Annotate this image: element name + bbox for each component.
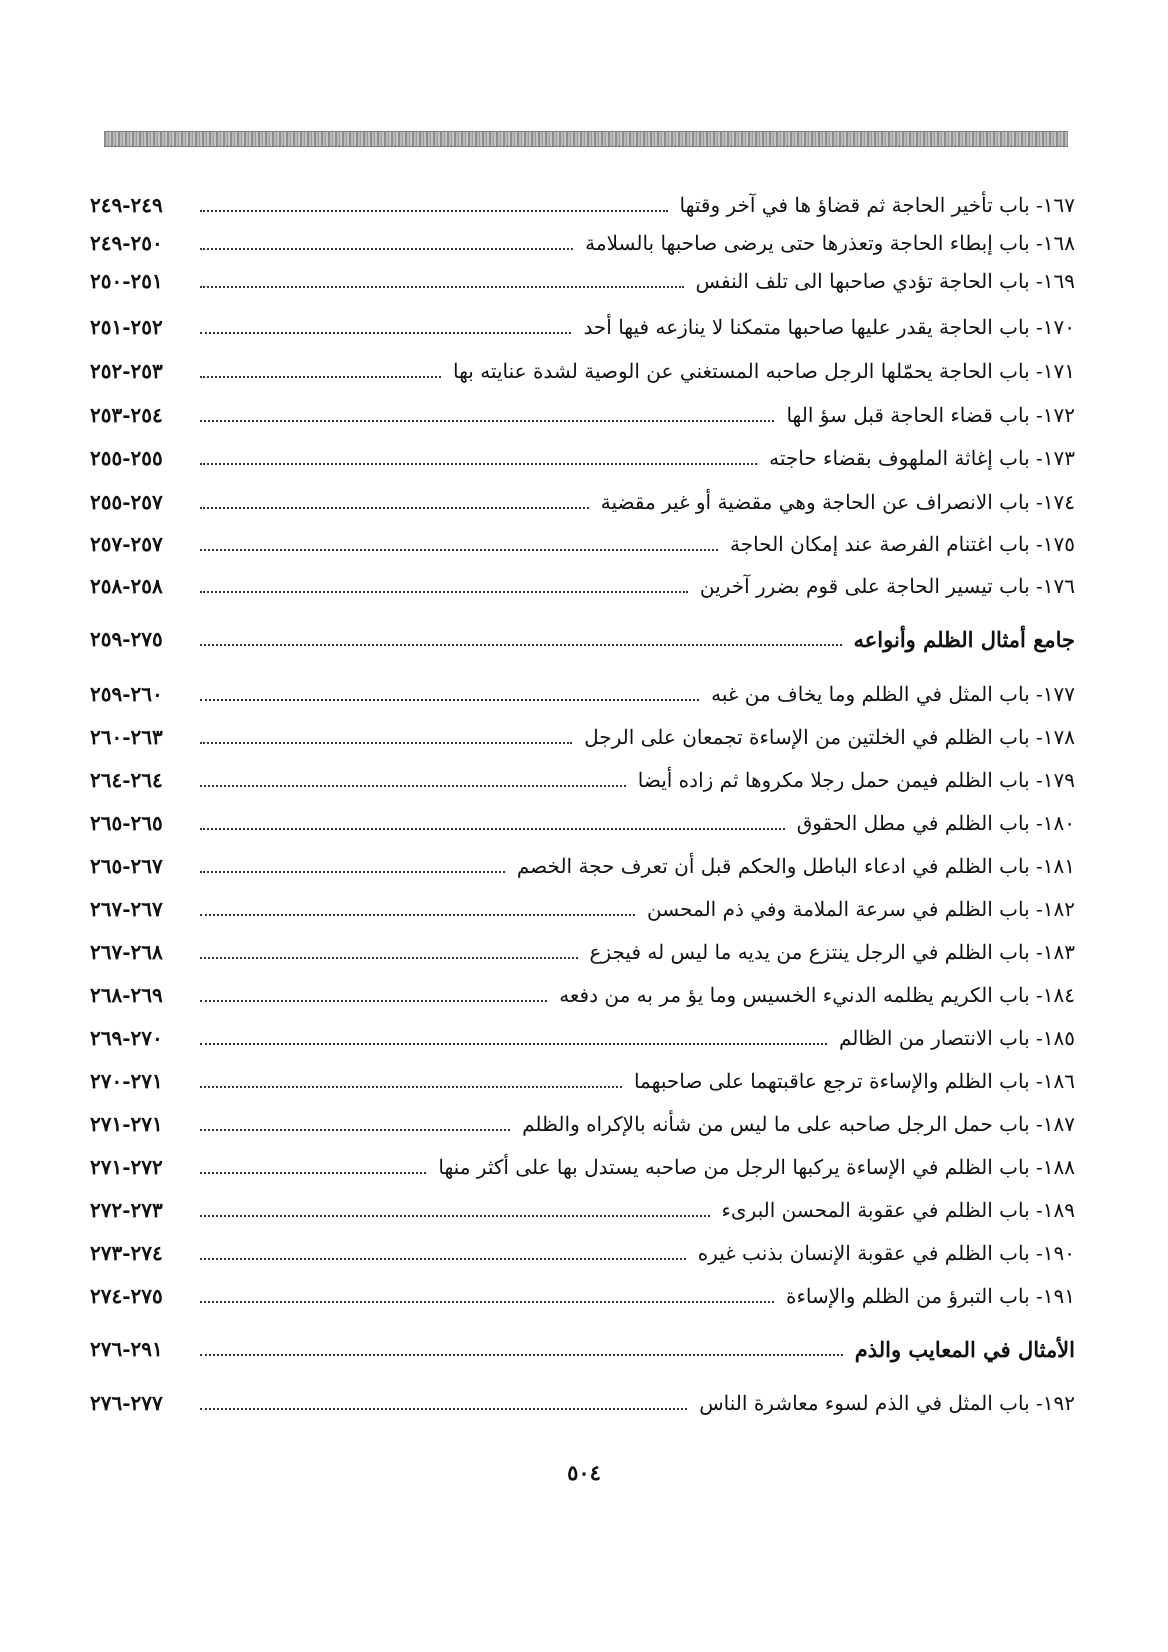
toc-entry [90,719,1075,755]
toc-pages: ٢٦٤-٢٦٤ [90,768,163,792]
dot-leader [200,549,718,551]
toc-pages: ٢٦٧-٢٦٥ [90,854,163,878]
dot-leader [200,286,684,288]
toc-pages: ٢٧٥-٢٧٤ [90,1284,163,1308]
toc-pages: ٢٧١-٢٧١ [90,1112,163,1136]
toc-title: ١٧١- باب الحاجة يحمّلها الرجل صاحبه المستغني عن الوصية لشدة عنايته بها [452,359,1075,383]
toc-title: ١٨١- باب الظلم في ادعاء الباطل والحكم قبل أن تعرف حجة الخصم [516,854,1075,878]
toc-entry [90,309,1075,345]
toc-entry [90,225,1075,261]
dot-leader [200,914,635,916]
toc-entry [90,1063,1075,1099]
toc-pages: ٢٦٧-٢٦٧ [90,897,163,921]
toc-title: ١٦٨- باب إبطاء الحاجة وتعذرها حتى يرضى صاحبها بالسلامة [585,231,1075,255]
toc-entry [90,397,1075,433]
toc-pages: ٢٦٨-٢٦٧ [90,940,163,964]
toc-entry [90,1149,1075,1185]
toc-entry [90,484,1075,520]
toc-title: ١٨٠- باب الظلم في مطل الحقوق [796,811,1075,835]
toc-title: ١٧٥- باب اغتنام الفرصة عند إمكان الحاجة [730,532,1075,556]
dot-leader [200,828,785,830]
toc-title: ١٨٩- باب الظلم في عقوبة المحسن البرىء [721,1198,1075,1222]
toc-pages: ٢٥٨-٢٥٨ [90,574,163,598]
toc-entry [90,568,1075,604]
dot-leader [200,420,774,422]
toc-title: ١٩١- باب التبرؤ من الظلم والإساءة [786,1284,1075,1308]
dot-leader [200,1086,622,1088]
toc-entry [90,805,1075,841]
toc-pages: ٢٥٤-٢٥٣ [90,403,163,427]
toc-pages: ٢٧٧-٢٧٦ [90,1391,163,1415]
toc-title: ١٧٧- باب المثل في الظلم وما يخاف من غبه [711,682,1075,706]
toc-title: ١٨٢- باب الظلم في سرعة الملامة وفي ذم المحسن [647,897,1075,921]
dot-leader [200,785,626,787]
dot-leader [200,644,842,646]
toc-pages: ٢٦٥-٢٦٥ [90,811,163,835]
toc-title: ١٩٠- باب الظلم في عقوبة الإنسان بذنب غيره [697,1241,1075,1265]
toc-pages: ٢٧٠-٢٦٩ [90,1026,163,1050]
dot-leader [200,376,441,378]
toc-title: ١٦٩- باب الحاجة تؤدي صاحبها الى تلف النفس [695,269,1075,293]
dot-leader [200,210,668,212]
toc-section-heading [90,1331,1075,1367]
toc-pages: ٢٧٢-٢٧١ [90,1155,163,1179]
toc-entry [90,762,1075,798]
toc-title: ١٨٣- باب الظلم في الرجل ينتزع من يديه ما ليس له فيجزع [589,940,1075,964]
dot-leader [200,1258,686,1260]
toc-entry [90,263,1075,299]
toc-entry [90,440,1075,476]
toc-entry [90,891,1075,927]
dot-leader [200,1215,710,1217]
dot-leader [200,1000,547,1002]
toc-entry [90,977,1075,1013]
dot-leader [200,1043,827,1045]
dot-leader [200,699,699,701]
toc-pages: ٢٥١-٢٥٠ [90,269,163,293]
toc-title: ١٨٥- باب الانتصار من الظالم [838,1026,1075,1050]
toc-pages: ٢٩١-٢٧٦ [90,1337,163,1361]
toc-title: ١٧٢- باب قضاء الحاجة قبل سؤ الها [786,403,1075,427]
toc-title: ١٧٦- باب تيسير الحاجة على قوم بضرر آخرين [699,574,1075,598]
toc-pages: ٢٥٣-٢٥٢ [90,359,163,383]
dot-leader [200,1408,687,1410]
dot-leader [200,871,505,873]
dot-leader [200,1129,510,1131]
toc-pages: ٢٧٥-٢٥٩ [90,627,163,651]
table-of-contents [90,0,1075,1652]
toc-entry [90,676,1075,712]
dot-leader [200,1354,843,1356]
toc-pages: ٢٦٠-٢٥٩ [90,682,163,706]
toc-title: ١٧٠- باب الحاجة يقدر عليها صاحبها متمكنا لا ينازعه فيها أحد [583,315,1075,339]
toc-pages: ٢٦٣-٢٦٠ [90,725,163,749]
toc-entry [90,526,1075,562]
toc-title: ١٧٤- باب الانصراف عن الحاجة وهي مقضية أو غير مقضية [600,490,1075,514]
toc-entry [90,1106,1075,1142]
toc-entry [90,1235,1075,1271]
toc-entry [90,1278,1075,1314]
toc-entry [90,353,1075,389]
dot-leader [200,248,573,250]
toc-entry [90,1385,1075,1421]
dot-leader [200,507,589,509]
toc-title: ١٧٨- باب الظلم في الخلتين من الإساءة تجمعان على الرجل [584,725,1075,749]
toc-pages: ٢٥٧-٢٥٧ [90,532,163,556]
toc-title: ١٨٧- باب حمل الرجل صاحبه على ما ليس من شأنه بالإكراه والظلم [522,1112,1075,1136]
toc-entry [90,187,1075,223]
toc-title: ١٩٢- باب المثل في الذم لسوء معاشرة الناس [699,1391,1075,1415]
toc-pages: ٢٥٢-٢٥١ [90,315,163,339]
toc-pages: ٢٤٩-٢٤٩ [90,193,163,217]
toc-section-heading [90,621,1075,657]
dot-leader [200,332,571,334]
toc-title: ١٧٣- باب إغاثة الملهوف بقضاء حاجته [769,446,1075,470]
page-number: ٥٠٤ [567,1460,601,1485]
dot-leader [200,742,572,744]
dot-leader [200,957,578,959]
toc-pages: ٢٦٩-٢٦٨ [90,983,163,1007]
dot-leader [200,1301,774,1303]
toc-entry [90,848,1075,884]
toc-pages: ٢٥٧-٢٥٥ [90,490,163,514]
section-title: جامع أمثال الظلم وأنواعه [853,626,1075,652]
toc-pages: ٢٧٤-٢٧٣ [90,1241,163,1265]
toc-title: ١٨٦- باب الظلم والإساءة ترجع عاقبتهما على صاحبهما [633,1069,1075,1093]
toc-title: ١٨٤- باب الكريم يظلمه الدنيء الخسيس وما يؤ مر به من دفعه [559,983,1075,1007]
toc-pages: ٢٥٠-٢٤٩ [90,231,163,255]
toc-pages: ٢٥٥-٢٥٥ [90,446,163,470]
toc-title: ١٧٩- باب الظلم فيمن حمل رجلا مكروها ثم زاده أيضا [637,768,1075,792]
dot-leader [200,1172,426,1174]
toc-title: ١٨٨- باب الظلم في الإساءة يركبها الرجل من صاحبه يستدل بها على أكثر منها [438,1155,1075,1179]
section-title: الأمثال في المعايب والذم [854,1336,1075,1362]
toc-pages: ٢٧١-٢٧٠ [90,1069,163,1093]
toc-pages: ٢٧٣-٢٧٢ [90,1198,163,1222]
toc-entry [90,934,1075,970]
dot-leader [200,463,757,465]
toc-title: ١٦٧- باب تأخير الحاجة ثم قضاؤ ها في آخر وقتها [679,193,1075,217]
dot-leader [200,591,688,593]
toc-entry [90,1020,1075,1056]
toc-entry [90,1192,1075,1228]
